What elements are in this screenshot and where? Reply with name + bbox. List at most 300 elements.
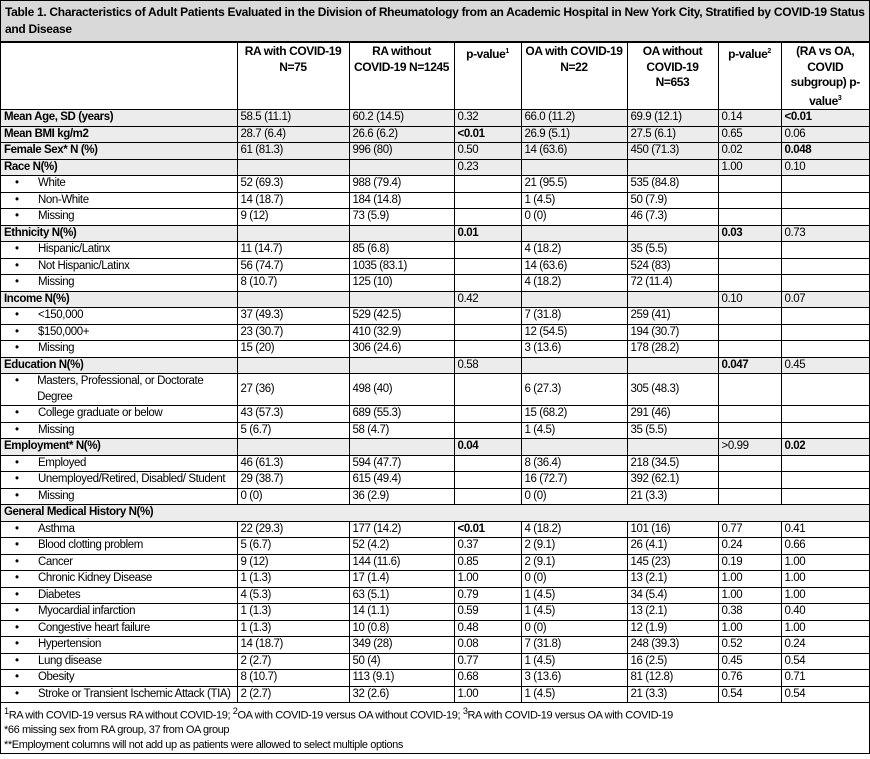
table-cell — [521, 159, 627, 176]
row-label: Race N(%) — [1, 159, 237, 176]
table-cell — [237, 225, 349, 242]
table-row — [1, 521, 869, 538]
table-cell: <0.01 — [454, 126, 521, 143]
table-cell: 22 (29.3) — [237, 521, 349, 538]
table-cell: 58 (4.7) — [349, 422, 454, 439]
table-cell — [454, 422, 521, 439]
row-label-text: <150,000 — [38, 309, 84, 321]
table-cell: 7 (31.8) — [521, 637, 627, 654]
table-cell: 1.00 — [718, 159, 781, 176]
bullet-item — [15, 621, 234, 637]
bullet-item — [15, 193, 234, 209]
bullet-icon: • — [15, 687, 19, 700]
row-label-text: Masters, Professional, or Doctorate Degree — [37, 375, 204, 403]
row-label-text: Non-White — [38, 193, 89, 206]
row-label — [1, 571, 237, 588]
row-label: Income N(%) — [1, 291, 237, 308]
table-cell: 46 (61.3) — [237, 455, 349, 472]
table-cell — [718, 374, 781, 406]
table-cell — [781, 406, 869, 423]
table-cell — [627, 225, 718, 242]
table-cell: 1.00 — [781, 571, 869, 588]
table-cell: 21 (95.5) — [521, 176, 627, 193]
row-label-text: Missing — [38, 423, 75, 436]
row-label — [1, 686, 237, 703]
table-cell: 0.10 — [718, 291, 781, 308]
table-cell: 26.9 (5.1) — [521, 126, 627, 143]
table-cell: 14 (63.6) — [521, 143, 627, 160]
table-cell — [781, 209, 869, 226]
bullet-icon: • — [15, 177, 19, 189]
bullet-item — [15, 456, 234, 472]
column-header — [349, 43, 454, 110]
table-cell: 594 (47.7) — [349, 455, 454, 472]
table-cell — [718, 275, 781, 292]
table-row — [1, 258, 869, 275]
table-cell: 56 (74.7) — [237, 258, 349, 275]
table-cell: 1 (1.3) — [237, 604, 349, 621]
table-cell — [237, 439, 349, 456]
table-cell: 0.37 — [454, 538, 521, 555]
table-cell: 81 (12.8) — [627, 670, 718, 687]
table-cell: 410 (32.9) — [349, 324, 454, 341]
footnotes — [1, 703, 869, 753]
table-cell: 0.04 — [454, 439, 521, 456]
row-label — [1, 472, 237, 489]
table-cell: <0.01 — [781, 110, 869, 127]
table-cell — [454, 324, 521, 341]
bullet-item — [15, 176, 234, 192]
bullet-icon: • — [15, 325, 19, 338]
table-cell: 12 (54.5) — [521, 324, 627, 341]
table-cell: 0 (0) — [521, 488, 627, 505]
bullet-icon: • — [15, 407, 19, 419]
bullet-item — [15, 654, 234, 670]
table-cell: 145 (23) — [627, 554, 718, 571]
bullet-icon: • — [15, 621, 19, 634]
table-cell — [781, 242, 869, 259]
row-label — [1, 488, 237, 505]
row-label — [1, 192, 237, 209]
table-cell: 0.40 — [781, 604, 869, 621]
table-cell: 0.047 — [718, 357, 781, 374]
table-cell: 1.00 — [781, 587, 869, 604]
table-cell — [781, 374, 869, 406]
table-cell: 0.10 — [781, 159, 869, 176]
table-cell: 8 (36.4) — [521, 455, 627, 472]
table-row — [1, 554, 869, 571]
table-row — [1, 192, 869, 209]
table-cell: 32 (2.6) — [349, 686, 454, 703]
table-cell: 113 (9.1) — [349, 670, 454, 687]
bullet-icon: • — [15, 210, 19, 222]
table-cell — [718, 406, 781, 423]
footnote-marker: 3 — [462, 706, 468, 716]
table-row — [1, 374, 869, 406]
table-cell: 15 (20) — [237, 341, 349, 358]
table-cell: 0.76 — [718, 670, 781, 687]
table-cell: 13 (2.1) — [627, 604, 718, 621]
section-row — [1, 439, 869, 456]
table-cell: 2 (2.7) — [237, 686, 349, 703]
table-cell: 1 (4.5) — [521, 686, 627, 703]
bullet-icon: • — [15, 654, 19, 667]
table-cell — [454, 374, 521, 406]
column-header-label: p-value — [466, 47, 506, 61]
table-cell: 4 (18.2) — [521, 275, 627, 292]
table-cell: 0.24 — [781, 637, 869, 654]
row-label-text: Unemployed/Retired, Disabled/ Student — [38, 473, 226, 485]
table-cell: 0.54 — [718, 686, 781, 703]
table-cell — [781, 258, 869, 275]
table-title: Table 1. Characteristics of Adult Patients Evaluated in the Division of Rheumatology from an Academic Hospital in New York City, Stratified by COVID-19 Status and Disease — [1, 1, 869, 42]
row-label — [1, 374, 237, 406]
table-cell: 1035 (83.1) — [349, 258, 454, 275]
bullet-icon: • — [15, 555, 19, 568]
row-label-text: Employed — [38, 456, 86, 469]
footnote-text: OA with COVID-19 versus OA without COVID-19; — [237, 709, 463, 722]
table-cell: 14 (63.6) — [521, 258, 627, 275]
table-cell: 4 (18.2) — [521, 242, 627, 259]
row-label — [1, 422, 237, 439]
row-label-text: Hypertension — [38, 638, 101, 650]
table-cell: 0.24 — [718, 538, 781, 555]
row-label-text: Lung disease — [38, 654, 102, 667]
table-cell: 72 (11.4) — [627, 275, 718, 292]
section-row — [1, 357, 869, 374]
table-cell — [718, 209, 781, 226]
table-cell: 52 (69.3) — [237, 176, 349, 193]
table-row — [1, 620, 869, 637]
bullet-item — [15, 209, 234, 225]
table-cell — [237, 291, 349, 308]
table-cell: 0.45 — [718, 653, 781, 670]
column-header — [781, 43, 869, 110]
table-cell: 0.77 — [718, 521, 781, 538]
bullet-icon: • — [15, 342, 19, 354]
table-cell: 1 (1.3) — [237, 571, 349, 588]
table-cell: 0.32 — [454, 110, 521, 127]
table-cell — [454, 176, 521, 193]
bullet-item — [15, 489, 234, 505]
table-cell — [627, 439, 718, 456]
footnote-marker: 1 — [4, 706, 9, 716]
table-cell: 16 (72.7) — [521, 472, 627, 489]
table-cell: 1.00 — [454, 571, 521, 588]
table-cell — [454, 209, 521, 226]
table-cell: 0.85 — [454, 554, 521, 571]
column-header-label: OA without COVID-19 N=653 — [642, 44, 703, 89]
table-cell: 1 (4.5) — [521, 192, 627, 209]
column-header-label: RA without COVID-19 N=1245 — [353, 44, 450, 74]
bullet-item — [15, 308, 234, 324]
table-cell: 5 (6.7) — [237, 422, 349, 439]
column-header — [454, 43, 521, 110]
bullet-item — [15, 406, 234, 422]
row-label-text: Diabetes — [38, 588, 81, 601]
row-label: Employment* N(%) — [1, 439, 237, 456]
row-label — [1, 538, 237, 555]
row-label — [1, 308, 237, 325]
table-cell: 15 (68.2) — [521, 406, 627, 423]
row-label — [1, 324, 237, 341]
table-cell: 1.00 — [454, 686, 521, 703]
table-cell: 0.03 — [718, 225, 781, 242]
table-cell: 0 (0) — [237, 488, 349, 505]
bullet-item — [15, 588, 234, 604]
footnote — [4, 704, 866, 723]
table-cell — [781, 341, 869, 358]
table-cell: 3 (13.6) — [521, 670, 627, 687]
table-cell: 0 (0) — [521, 209, 627, 226]
row-label — [1, 209, 237, 226]
footnote-text: **Employment columns will not add up as patients were allowed to select multiple options — [4, 738, 403, 751]
bullet-item — [15, 242, 234, 258]
bullet-icon: • — [15, 309, 19, 321]
table-cell: 996 (80) — [349, 143, 454, 160]
table-cell: 0.07 — [781, 291, 869, 308]
row-label: Education N(%) — [1, 357, 237, 374]
table-cell: 1.00 — [718, 587, 781, 604]
table-cell — [718, 176, 781, 193]
bullet-icon: • — [15, 588, 19, 601]
table-cell: 184 (14.8) — [349, 192, 454, 209]
table-cell — [718, 341, 781, 358]
table-cell: 17 (1.4) — [349, 571, 454, 588]
table-cell — [349, 291, 454, 308]
table-cell: 27 (36) — [237, 374, 349, 406]
bullet-item — [15, 538, 234, 554]
table-cell — [454, 308, 521, 325]
table-cell: 125 (10) — [349, 275, 454, 292]
table-cell — [521, 439, 627, 456]
table-row — [1, 324, 869, 341]
section-row — [1, 110, 869, 127]
table-cell: 6 (27.3) — [521, 374, 627, 406]
table-cell: 218 (34.5) — [627, 455, 718, 472]
table-cell — [718, 192, 781, 209]
table-cell: 21 (3.3) — [627, 686, 718, 703]
table-cell: 10 (0.8) — [349, 620, 454, 637]
row-label-text: Missing — [38, 489, 75, 502]
row-label — [1, 554, 237, 571]
table-cell: 524 (83) — [627, 258, 718, 275]
table-cell: 0.77 — [454, 653, 521, 670]
column-header — [521, 43, 627, 110]
table-cell: 23 (30.7) — [237, 324, 349, 341]
section-row — [1, 291, 869, 308]
table-cell: 0.66 — [781, 538, 869, 555]
table-row — [1, 176, 869, 193]
table-cell — [454, 488, 521, 505]
column-header — [1, 43, 237, 110]
table-cell — [718, 242, 781, 259]
table-cell: 0.01 — [454, 225, 521, 242]
table-cell: 28.7 (6.4) — [237, 126, 349, 143]
bullet-icon: • — [15, 671, 19, 683]
table-cell: 63 (5.1) — [349, 587, 454, 604]
table-cell: 61 (81.3) — [237, 143, 349, 160]
table-cell: 26.6 (6.2) — [349, 126, 454, 143]
table-cell: 615 (49.4) — [349, 472, 454, 489]
row-label: General Medical History N(%) — [1, 505, 869, 522]
table-cell: 178 (28.2) — [627, 341, 718, 358]
column-header-label: RA with COVID-19 N=75 — [244, 44, 342, 74]
table-cell: 43 (57.3) — [237, 406, 349, 423]
table-cell — [454, 455, 521, 472]
column-header-label: OA with COVID-19 N=22 — [525, 44, 623, 74]
table-cell: 689 (55.3) — [349, 406, 454, 423]
table-cell: 0.06 — [781, 126, 869, 143]
row-label — [1, 258, 237, 275]
table-cell — [237, 159, 349, 176]
section-row — [1, 505, 869, 522]
footnote-text: RA with COVID-19 versus RA without COVID-19; — [8, 709, 233, 722]
table-cell: 498 (40) — [349, 374, 454, 406]
table-cell: 305 (48.3) — [627, 374, 718, 406]
table-cell: 9 (12) — [237, 209, 349, 226]
row-label — [1, 653, 237, 670]
table-cell: 0.71 — [781, 670, 869, 687]
table-cell — [718, 472, 781, 489]
row-label-text: Obesity — [38, 671, 75, 683]
table-cell: 27.5 (6.1) — [627, 126, 718, 143]
table-cell: 0.68 — [454, 670, 521, 687]
table-cell — [454, 472, 521, 489]
table-cell: 16 (2.5) — [627, 653, 718, 670]
bullet-item — [15, 522, 234, 538]
row-label: Ethnicity N(%) — [1, 225, 237, 242]
section-row — [1, 159, 869, 176]
table-cell: 1 (1.3) — [237, 620, 349, 637]
table-cell: >0.99 — [718, 439, 781, 456]
table-row — [1, 242, 869, 259]
table-cell: 101 (16) — [627, 521, 718, 538]
table-cell — [521, 291, 627, 308]
table-cell: 0.73 — [781, 225, 869, 242]
bullet-icon: • — [15, 193, 19, 206]
bullet-item — [15, 687, 234, 703]
table-cell — [349, 225, 454, 242]
column-header — [718, 43, 781, 110]
table-cell — [781, 472, 869, 489]
table-cell: 349 (28) — [349, 637, 454, 654]
table-cell: 3 (13.6) — [521, 341, 627, 358]
table-cell: 73 (5.9) — [349, 209, 454, 226]
row-label-text: Not Hispanic/Latinx — [38, 259, 130, 272]
table-row — [1, 422, 869, 439]
table-row — [1, 571, 869, 588]
table-cell: 259 (41) — [627, 308, 718, 325]
row-label-text: Blood clotting problem — [38, 539, 143, 551]
row-label: Mean Age, SD (years) — [1, 110, 237, 127]
bullet-item — [15, 325, 234, 341]
table-cell: 52 (4.2) — [349, 538, 454, 555]
table-cell: 0.54 — [781, 653, 869, 670]
table-cell: 0.41 — [781, 521, 869, 538]
table-cell: 50 (7.9) — [627, 192, 718, 209]
table-cell — [454, 406, 521, 423]
row-label-text: Cancer — [38, 555, 73, 568]
table-cell: 1.00 — [781, 620, 869, 637]
table-cell: 1 (4.5) — [521, 587, 627, 604]
table-cell — [781, 308, 869, 325]
table-cell — [781, 275, 869, 292]
row-label-text: Missing — [38, 276, 75, 288]
table-cell — [718, 455, 781, 472]
table-cell: 50 (4) — [349, 653, 454, 670]
row-label — [1, 670, 237, 687]
bullet-item — [15, 472, 234, 488]
table-cell — [454, 192, 521, 209]
table-cell — [627, 159, 718, 176]
table-cell: 9 (12) — [237, 554, 349, 571]
table-cell: 36 (2.9) — [349, 488, 454, 505]
table-cell: 0.048 — [781, 143, 869, 160]
footnote — [4, 723, 866, 738]
table-cell: 14 (18.7) — [237, 637, 349, 654]
table-cell — [781, 422, 869, 439]
column-header — [627, 43, 718, 110]
table-cell: 0.65 — [718, 126, 781, 143]
row-label-text: $150,000+ — [38, 325, 90, 338]
table-row — [1, 538, 869, 555]
table-cell: 21 (3.3) — [627, 488, 718, 505]
table-cell — [718, 324, 781, 341]
column-header — [237, 43, 349, 110]
table-cell: 0.14 — [718, 110, 781, 127]
table-cell: 0 (0) — [521, 620, 627, 637]
row-label-text: White — [38, 177, 66, 189]
table-row — [1, 341, 869, 358]
row-label — [1, 620, 237, 637]
section-row — [1, 225, 869, 242]
table-cell: 85 (6.8) — [349, 242, 454, 259]
table-cell: 1.00 — [718, 620, 781, 637]
table-cell: 0.59 — [454, 604, 521, 621]
footnote-marker: 3 — [837, 94, 842, 102]
table-cell: 392 (62.1) — [627, 472, 718, 489]
row-label-text: Missing — [38, 210, 75, 222]
footnote-text: RA with COVID-19 versus OA with COVID-19 — [467, 709, 673, 722]
table-cell: 0.02 — [781, 439, 869, 456]
table-cell: 0.48 — [454, 620, 521, 637]
bullet-item — [15, 670, 234, 686]
table-cell: 4 (18.2) — [521, 521, 627, 538]
footnote — [4, 738, 866, 753]
table-cell: 1 (4.5) — [521, 604, 627, 621]
bullet-icon: • — [15, 489, 19, 502]
bullet-icon: • — [15, 473, 19, 485]
table-cell — [718, 422, 781, 439]
footnote-marker: 1 — [505, 48, 509, 55]
row-label-text: College graduate or below — [38, 407, 163, 419]
table-row — [1, 637, 869, 654]
table-row — [1, 653, 869, 670]
header-row — [1, 43, 869, 110]
bullet-item — [15, 275, 234, 291]
table-cell: 1.00 — [718, 571, 781, 588]
table-cell: 37 (49.3) — [237, 308, 349, 325]
row-label-text: Myocardial infarction — [38, 605, 136, 617]
table-row — [1, 308, 869, 325]
table-cell: 0.23 — [454, 159, 521, 176]
row-label-text: Asthma — [38, 522, 75, 535]
table-cell — [349, 357, 454, 374]
bullet-icon: • — [15, 276, 19, 288]
row-label: Mean BMI kg/m2 — [1, 126, 237, 143]
table-cell: 12 (1.9) — [627, 620, 718, 637]
